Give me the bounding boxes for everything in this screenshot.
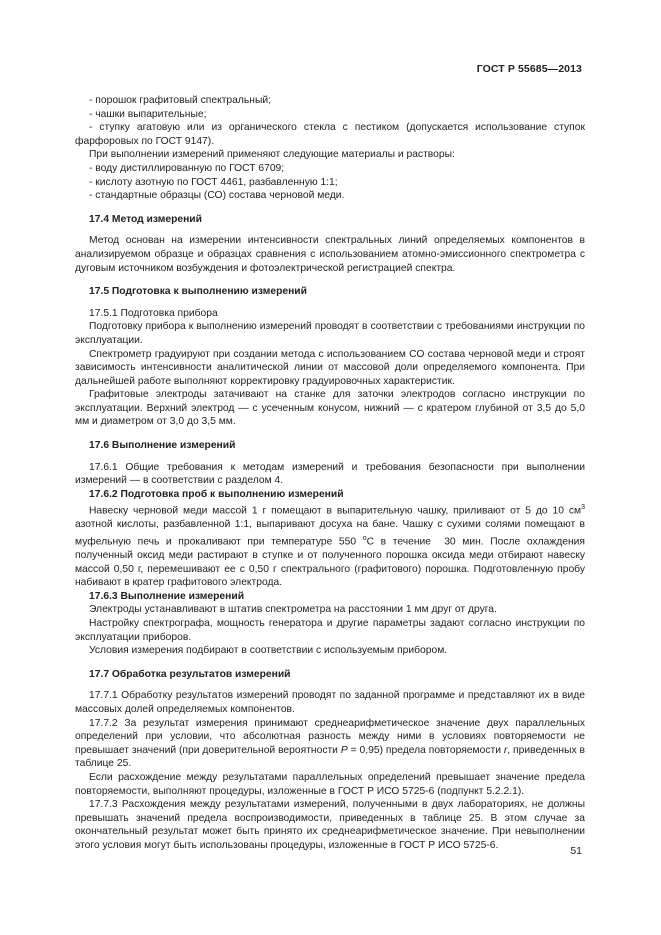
paragraph: 17.7.2 За результат измерения принимают среднеарифметическое значение двух параллельных определений при условии, что абсолютная разность между ними в условиях повторяемости не превышает значений (при доверительной вероятности Р = 0,95) предела повторяемости r, приведенных в таблице 25.: [75, 717, 585, 770]
paragraph: - порошок графитовый спектральный;: [89, 95, 271, 106]
paragraph: - воду дистиллированную по ГОСТ 6709;: [89, 162, 285, 174]
section-heading: 17.6.2 Подготовка проб к выполнению измерений: [89, 488, 344, 500]
paragraph: Спектрометр градуируют при создании метода с использованием СО состава черновой меди и строят зависимость интенсивности аналитической линии от массовой доли определяемого компонента. При дальнейшей работе выполняют корректировку градуировочных характеристик.: [75, 348, 585, 387]
paragraph: 17.7.1 Обработку результатов измерений проводят по заданной программе и представляют их в виде массовых долей определяемых компонентов.: [75, 690, 585, 715]
section-heading: 17.7 Обработка результатов измерений: [89, 668, 291, 680]
paragraph: Настройку спектрографа, мощность генератора и другие параметры задают согласно инструкции по эксплуатации приборов.: [75, 618, 585, 643]
paragraph: Графитовые электроды затачивают на станке для заточки электродов согласно инструкции по эксплуатации. Верхний электрод — с усеченным конусом, нижний — с кратером глубиной от 3,5 до 5,0 мм и диаметром от 3,0 до 3,5 мм.: [75, 389, 585, 428]
page-number: 51: [570, 845, 582, 857]
paragraph: - стандартные образцы (СО) состава черновой меди.: [89, 190, 345, 202]
paragraph: Подготовку прибора к выполнению измерений проводят в соответствии с требованиями инструкции по эксплуатации.: [75, 321, 585, 346]
paragraph: - чашки выпарительные;: [89, 108, 207, 120]
section-heading: 17.5 Подготовка к выполнению измерений: [89, 286, 307, 298]
document-body: [75, 94, 585, 853]
paragraph: Электроды устанавливают в штатив спектрометра на расстоянии 1 мм друг от друга.: [89, 604, 497, 616]
paragraph: Условия измерения подбирают в соответствии с используемым прибором.: [89, 645, 448, 657]
paragraph: 17.5.1 Подготовка прибора: [89, 307, 218, 319]
paragraph: Если расхождение между результатами параллельных определений превышает значение предела повторяемости, выполняют процедуры, изложенные в ГОСТ Р ИСО 5725-6 (подпункт 5.2.2.1).: [75, 771, 585, 797]
paragraph: Метод основан на измерении интенсивности спектральных линий определяемых компонентов в анализируемом образце и образцах сравнения с использованием атомно-эмиссионного спектрометра с дуговым источником возбуждения и фотоэлектрической регистрацией спектра.: [75, 235, 585, 274]
paragraph: - ступку агатовую или из органического стекла с пестиком (допускается использование ступок фарфоровых по ГОСТ 9147).: [75, 122, 585, 147]
paragraph: 17.6.1 Общие требования к методам измерений и требования безопасности при выполнении измерений — в соответствии с разделом 4.: [75, 461, 585, 487]
section-heading: 17.6 Выполнение измерений: [89, 440, 236, 452]
section-heading: 17.4 Метод измерений: [89, 213, 202, 225]
document-header: ГОСТ Р 55685—2013: [476, 63, 582, 75]
paragraph: - кислоту азотную по ГОСТ 4461, разбавленную 1:1;: [89, 176, 338, 188]
paragraph: При выполнении измерений применяют следующие материалы и растворы:: [89, 149, 455, 161]
section-heading: 17.6.3 Выполнение измерений: [89, 590, 245, 602]
paragraph: Навеску черновой меди массой 1 г помещают в выпарительную чашку, приливают от 5 до 10 $см^3$ азотной кислоты, разбавленной 1:1, выпаривают досуха на бане. Чашку с сухими солями помещают в муфельную печь и прокаливают при температуре 550 $^о$С в течение 30 мин. После охлаждения полученный оксид меди растирают в ступке и от полученного порошка оксида меди отбирают навеску массой 0,50 г, перемешивают ее с 0,50 г спектрального (графитового) порошка. Подготовленную пробу набивают в кратер графитового электрода.: [75, 504, 585, 589]
paragraph: 17.7.3 Расхождения между результатами измерений, полученными в двух лабораториях, не должны превышать значений предела воспроизводимости, приведенных в таблице 25. В этом случае за окончательный результат может быть принято их среднеарифметическое значение. При невыполнении этого условия могут быть использованы процедуры, изложенные в ГОСТ Р ИСО 5725-6.: [75, 799, 585, 851]
